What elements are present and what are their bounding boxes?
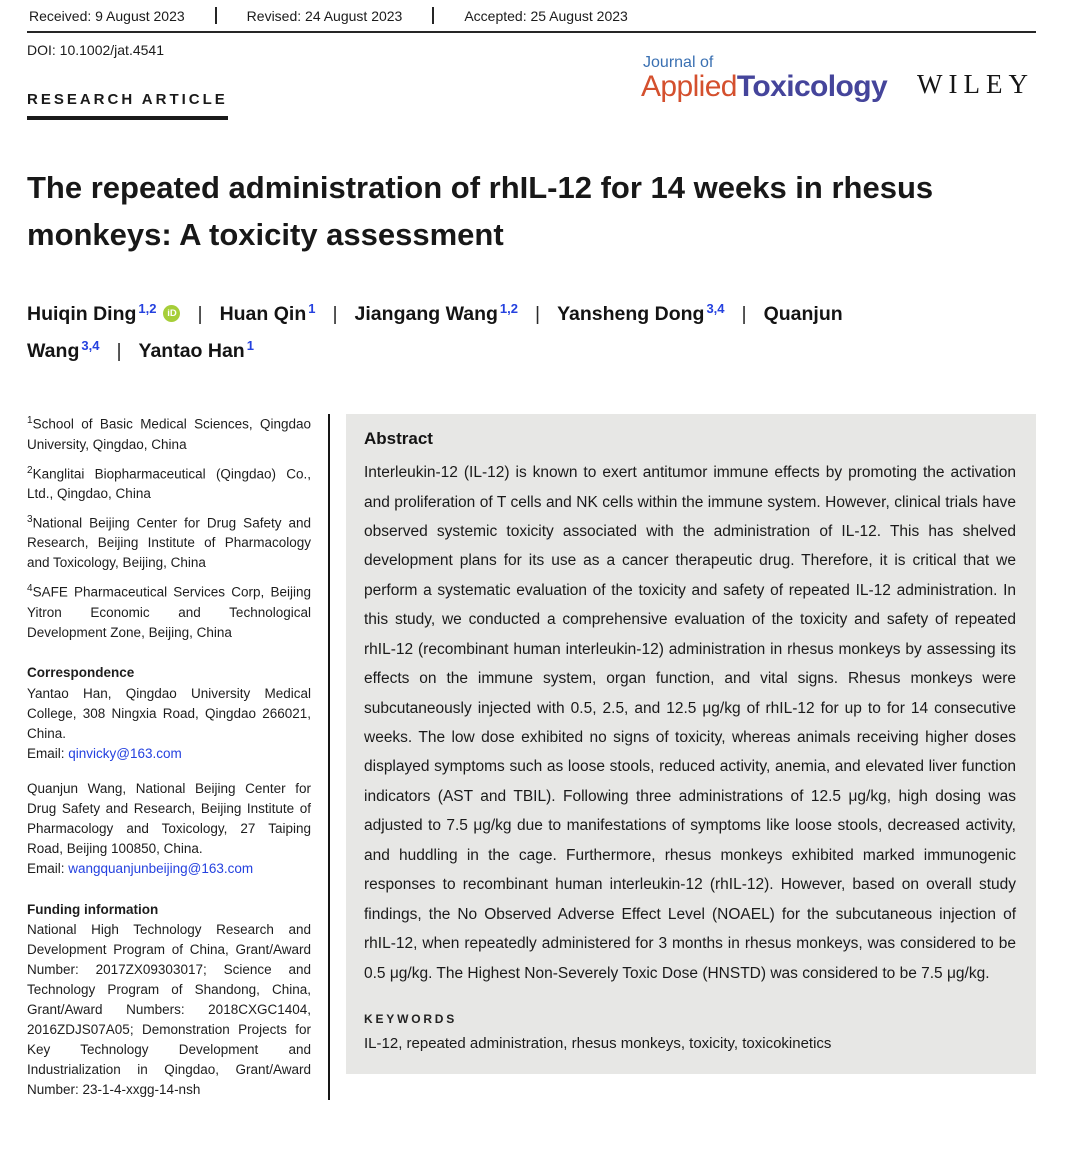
author-name: Huiqin Ding $^{1,2}$ iD <box>27 303 180 325</box>
email-line <box>27 859 311 879</box>
keywords-text: IL-12, repeated administration, rhesus monkeys, toxicity, toxicokinetics <box>364 1034 832 1052</box>
keywords-heading: KEYWORDS <box>364 1011 458 1026</box>
funding-text: National High Technology Research and Development Program of China, Grant/Award Number: 2017ZX09303017; Science and Technology Program of Shandong, China, Grant/Award Numbers: 2018CXGC1404, 2016ZDJS07A05; Demonstration Projects for Key Technology Development and Industrialization in Qingdao, Grant/Award Number: 23-1-4-xxgg-14-nsh <box>27 922 311 1098</box>
author-affiliation-sup: 1,2 <box>499 301 518 316</box>
affiliation: $^4$SAFE Pharmaceutical Services Corp, Beijing Yitron Economic and Technological Development Zone, Beijing, China <box>27 583 311 640</box>
author-separator: | <box>741 303 747 325</box>
author-name: Yantao Han $^1$ <box>138 338 254 363</box>
author-separator: | <box>197 303 203 325</box>
author-separator: | <box>332 303 338 325</box>
journal-logo-journal-of: Journal of <box>643 54 714 71</box>
funding-heading: Funding information <box>27 902 159 918</box>
journal-logo-applied: Applied <box>641 70 737 103</box>
email-label: Email: <box>27 745 69 761</box>
author-name: Huan Qin $^1$ <box>219 301 316 325</box>
revised-date: Revised: 24 August 2023 <box>215 7 433 24</box>
author-affiliation-sup: 3,4 <box>706 301 725 316</box>
column-divider <box>328 414 330 1100</box>
affiliation: $^1$School of Basic Medical Sciences, Qingdao University, Qingdao, China <box>27 415 311 452</box>
author-separator: | <box>116 340 122 363</box>
email-label: Email: <box>27 860 69 876</box>
article-title: The repeated administration of rhIL-12 for 14 weeks in rhesus monkeys: A toxicity assessment <box>27 170 934 252</box>
accepted-date: Accepted: 25 August 2023 <box>432 7 657 24</box>
article-type-label: RESEARCH ARTICLE <box>27 91 228 120</box>
correspondence-heading: Correspondence <box>27 664 135 680</box>
journal-logo-toxicology: Toxicology <box>736 70 888 103</box>
email-link[interactable]: qinvicky@163.com <box>68 745 182 761</box>
email-line <box>27 744 311 764</box>
doi: DOI: 10.1002/jat.4541 <box>27 42 164 58</box>
wiley-logo: WILEY <box>917 69 1034 99</box>
author-separator: | <box>535 303 541 325</box>
abstract-heading: Abstract <box>364 429 433 449</box>
author-list <box>27 296 962 370</box>
author-name: Yansheng Dong $^{3,4}$ <box>557 301 725 325</box>
author-affiliation-sup: 1 <box>308 301 316 316</box>
journal-branding <box>641 55 1034 102</box>
author-affiliation-sup: 3,4 <box>81 338 100 354</box>
affiliation-list <box>27 414 311 643</box>
content-columns <box>27 414 1036 1100</box>
author-name: Jiangang Wang $^{1,2}$ <box>354 301 518 325</box>
received-date: Received: 9 August 2023 <box>29 8 185 24</box>
correspondence-entry <box>27 684 311 764</box>
journal-logo <box>641 55 887 102</box>
correspondence-text: Quanjun Wang, National Beijing Center for Drug Safety and Research, Beijing Institute of Pharmacology and Toxicology, 27 Taiping Road, Beijing 100850, China. <box>27 780 311 856</box>
abstract-panel <box>346 414 1036 1074</box>
affiliation: $^2$Kanglitai Biopharmaceutical (Qingdao) Co., Ltd., Qingdao, China <box>27 464 311 501</box>
email-link[interactable]: wangquanjunbeijing@163.com <box>68 860 254 876</box>
left-sidebar <box>27 414 311 1100</box>
author-affiliation-sup: 1,2 <box>138 301 157 316</box>
correspondence-text: Yantao Han, Qingdao University Medical College, 308 Ningxia Road, Qingdao 266021, China. <box>27 685 311 741</box>
orcid-icon[interactable]: iD <box>163 305 180 322</box>
abstract-body: Interleukin-12 (IL-12) is known to exert antitumor immune effects by promoting the activation and proliferation of T cells and NK cells within the immune system. However, clinical trials have observed systemic toxicity associated with the administration of IL-12. This has shelved development plans for its use as a cancer therapeutic drug. Therefore, it is critical that we perform a systematic evaluation of the toxicity and safety of repeated IL-12 administration. In this study, we conducted a comprehensive evaluation of the toxicity and safety of repeated rhIL-12 (recombinant human interleukin-12) administration in rhesus monkeys by assessing its effects on the immune system, organ function, and vital signs. Rhesus monkeys were subcutaneously injected with 0.5, 2.5, and 12.5 μg/kg of rhIL-12 for up to for 14 consecutive weeks. The low dose exhibited no signs of toxicity, whereas animals receiving higher doses displayed symptoms such as loose stools, reduced activity, anemia, and elevated liver function indicators (AST and TBIL). Following three administrations of 12.5 μg/kg, high dosing was adjusted to 7.5 μg/kg due to manifestations of symptoms like loose stools, decreased activity, and huddling in the cage. Furthermore, rhesus monkeys exhibited marked immunogenic responses to recombinant human interleukin-12 (rhIL-12). However, based on overall study findings, the No Observed Adverse Effect Level (NOAEL) for the subcutaneous injection of rhIL-12, when repeatedly administered for 3 months in rhesus monkeys, was considered to be 0.5 μg/kg. The Highest Non-Severely Toxic Dose (HNSTD) was considered to be 7.5 μg/kg. <box>364 464 1016 982</box>
author-name: Quanjun Wang $^{3,4}$ <box>27 303 843 363</box>
correspondence-entry <box>27 779 311 879</box>
manuscript-dates-row <box>27 7 1036 33</box>
correspondence-entries <box>27 684 311 879</box>
affiliation: $^3$National Beijing Center for Drug Safety and Research, Beijing Institute of Pharmacology and Toxicology, Beijing, China <box>27 513 311 571</box>
author-affiliation-sup: 1 <box>246 338 254 354</box>
